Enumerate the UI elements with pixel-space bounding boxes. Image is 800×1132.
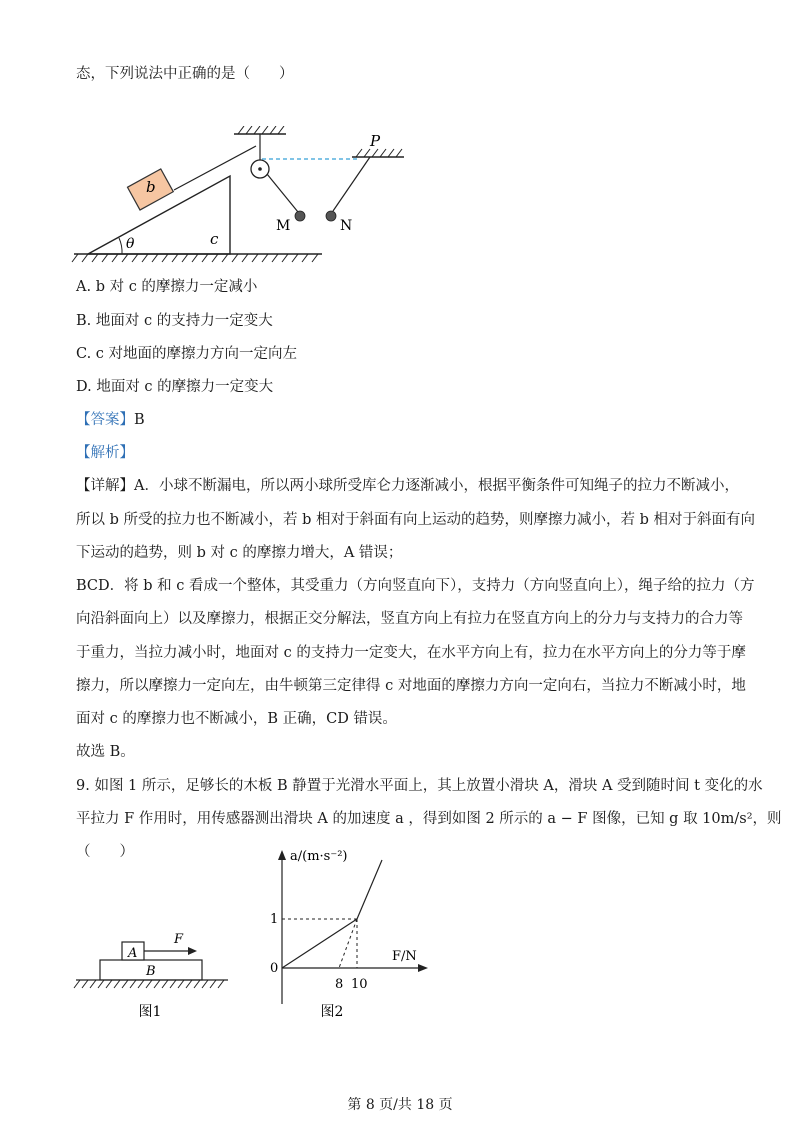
detail-line: 向沿斜面向上）以及摩擦力，根据正交分解法，竖直方向上有拉力在竖直方向上的分力与支持力的合力等	[76, 611, 743, 627]
label-M: M	[276, 218, 291, 234]
answer-value: B	[134, 412, 145, 428]
detail-line: BCD．将 b 和 c 看成一个整体，其受重力（方向竖直向下），支持力（方向竖直向上），绳子给的拉力（方	[76, 578, 755, 594]
y-tick-1: 1	[270, 912, 279, 927]
q9-line: 平拉力 F 作用时，用传感器测出滑块 A 的加速度 a ，得到如图 2 所示的 a − F 图像，已知 g 取 10m/s²，则	[76, 811, 782, 827]
detail-line: 擦力，所以摩擦力一定向左，由牛顿第三定律得 c 对地面的摩擦力方向一定向右，当拉力不断减小时，地	[76, 678, 746, 694]
option-d: D. 地面对 c 的摩擦力一定变大	[76, 379, 274, 395]
detail-line: 故选 B。	[76, 744, 135, 760]
figure-1	[70, 928, 240, 1023]
label-N: N	[340, 218, 353, 234]
detail-line: 下运动的趋势，则 b 对 c 的摩擦力增大，A 错误；	[76, 545, 403, 561]
origin-label: 0	[270, 961, 279, 976]
label-b: b	[146, 178, 156, 196]
figure-1-caption: 图1	[138, 1004, 162, 1020]
q9-line: 9. 如图 1 所示，足够长的木板 B 静置于光滑水平面上，其上放置小滑块 A，滑块 A 受到随时间 t 变化的水	[76, 778, 763, 794]
answer-line	[76, 410, 145, 430]
segment-1	[282, 919, 357, 968]
option-a: A. b 对 c 的摩擦力一定减小	[76, 279, 258, 295]
intro-line: 态，下列说法中正确的是（ ）	[76, 66, 294, 82]
figure-2-graph	[260, 848, 440, 1028]
label-P: P	[370, 132, 381, 150]
page-footer: 第 8 页/共 18 页	[347, 1097, 453, 1113]
incline-pulley-figure	[70, 126, 420, 272]
figure-2-caption: 图2	[320, 1004, 344, 1020]
answer-tag: 【答案】	[76, 412, 134, 428]
x-tick-10: 10	[351, 977, 368, 992]
y-axis-label: a/(m·s⁻²)	[290, 849, 348, 864]
analysis-tag: 【解析】	[76, 445, 134, 461]
detail-line: 于重力，当拉力减小时，地面对 c 的支持力一定变大，在水平方向上有，拉力在水平方向上的分力等于摩	[76, 645, 746, 661]
segment-2	[357, 860, 382, 919]
x-axis-label: F/N	[392, 949, 417, 964]
detail-line: 所以 b 所受的拉力也不断减小，若 b 相对于斜面有向上运动的趋势，则摩擦力减小，若 b 相对于斜面有向	[76, 512, 755, 528]
option-b: B. 地面对 c 的支持力一定变大	[76, 313, 273, 329]
label-c: c	[210, 230, 219, 248]
x-tick-8: 8	[335, 977, 344, 992]
label-theta: θ	[126, 236, 135, 252]
label-B: B	[146, 964, 156, 979]
detail-line: 【详解】A．小球不断漏电，所以两小球所受库仑力逐渐减小，根据平衡条件可知绳子的拉力不断减小，	[76, 478, 739, 494]
label-A: A	[128, 946, 138, 961]
option-c: C. c 对地面的摩擦力方向一定向左	[76, 346, 298, 362]
label-F: F	[174, 932, 184, 947]
q9-line: （ ）	[76, 844, 134, 860]
detail-line: 面对 c 的摩擦力也不断减小，B 正确，CD 错误。	[76, 711, 397, 727]
